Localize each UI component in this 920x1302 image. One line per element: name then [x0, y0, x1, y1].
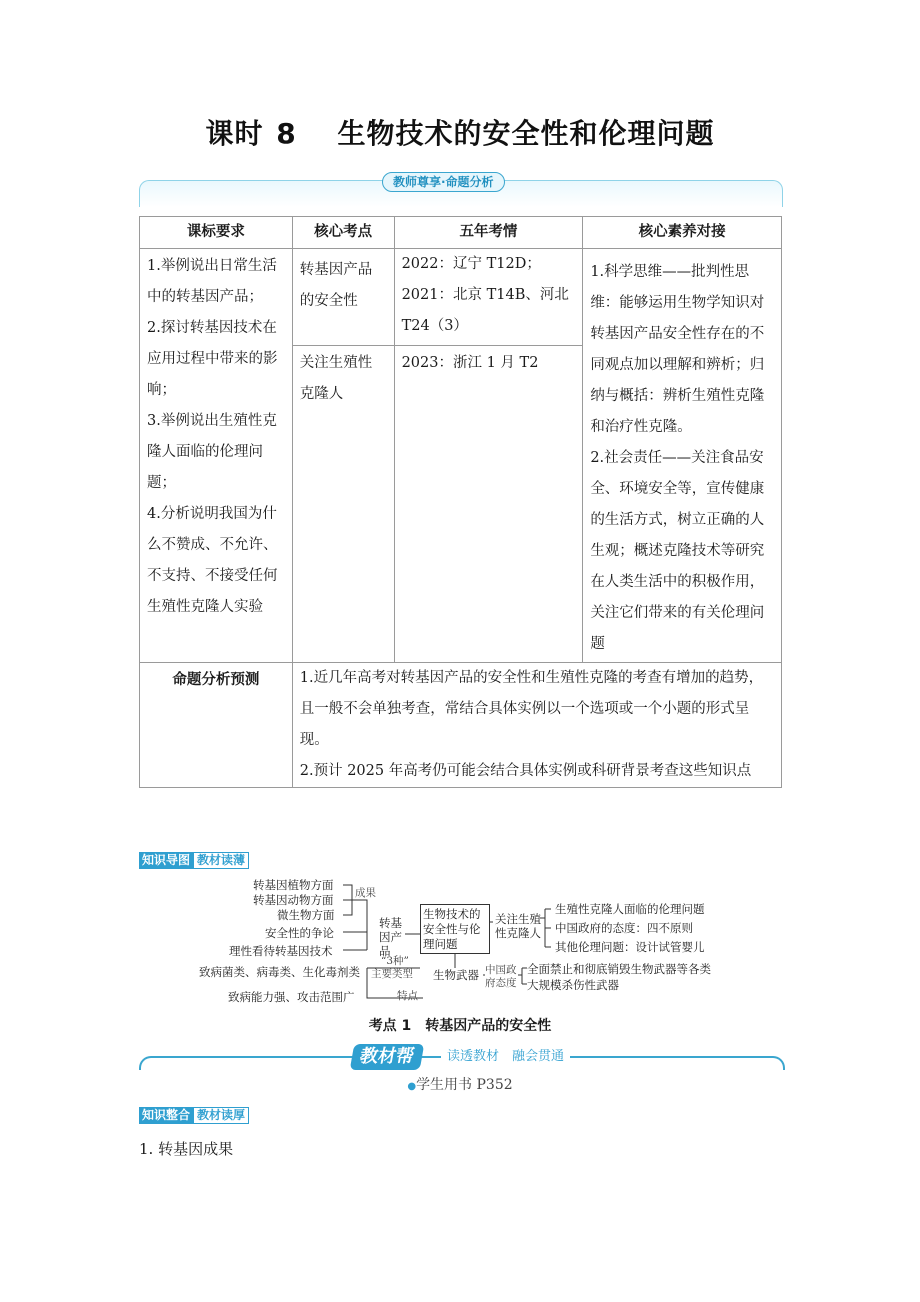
textbook-banner-label: 教材帮 [350, 1044, 425, 1070]
table-row [140, 249, 782, 346]
section-tag-knowledge-integration: 知识整合 教材读厚 [139, 1107, 249, 1124]
table-header: 核心素养对接 [583, 217, 782, 249]
literacy-cell: 1.科学思维——批判性思维：能够运用生物学知识对转基因产品安全性存在的不同观点加以理解和辨析；归纳与概括：辨析生殖性克隆和治疗性克隆。 2.社会责任——关注食品安全、环境安全等，宣传健康的生活方式，树立正确的人生观；概述克隆技术等研究在人类生活中的积极作用，关注它们带来的有关伦理问题 [583, 249, 782, 663]
section-tag-knowledge-map: 知识导图 教材读薄 [139, 852, 249, 869]
section-heading: 考点 1 转基因产品的安全性 [368, 1018, 552, 1034]
table-header: 五年考情 [394, 217, 583, 249]
table-header: 课标要求 [140, 217, 293, 249]
bullet-icon: ● [407, 1081, 417, 1092]
list-item: 1. 转基因成果 [139, 1140, 234, 1158]
table-header-row [140, 217, 782, 249]
forecast-cell: 1.近几年高考对转基因产品的安全性和生殖性克隆的考查有增加的趋势，且一般不会单独考查，常结合具体实例以一个选项或一个小题的形式呈现。 2.预计 2025 年高考仍可能会结合具体实例或科研背景考查这些知识点 [292, 663, 781, 788]
mind-map-center: 生物技术的安全性与伦理问题 [420, 904, 490, 954]
point-cell: 关注生殖性克隆人 [292, 346, 394, 663]
requirements-cell: 1.举例说出日常生活中的转基因产品； 2.探讨转基因技术在应用过程中带来的影响； 3.举例说出生殖性克隆人面临的伦理问题； 4.分析说明我国为什么不赞成、不允许、不支持、不接受任何生殖性克隆人实验 [140, 249, 293, 663]
analysis-banner-label: 教师尊享·命题分析 [382, 172, 505, 192]
exam-cell: 2023：浙江 1 月 T2 [394, 346, 583, 663]
exam-cell: 2022：辽宁 T12D； 2021：北京 T14B、河北 T24（3） [394, 249, 583, 346]
table-header: 核心考点 [292, 217, 394, 249]
textbook-banner-sub: 读透教材 融会贯通 [441, 1048, 570, 1066]
point-cell: 转基因产品的安全性 [292, 249, 394, 346]
student-book-ref: ●学生用书 P352 [407, 1077, 513, 1093]
analysis-table [139, 216, 782, 788]
table-row [140, 663, 782, 788]
page-title: 课时 8 生物技术的安全性和伦理问题 [205, 117, 715, 150]
mind-map: 转基因植物方面 转基因动物方面 微生物方面 成果 安全性的争论 理性看待转基因技术 转基因产品 生物技术的安全性与伦理问题 关注生殖性克隆人 生殖性克隆人面临的伦理问题 中国政府的态度：四不原则 其他伦理问题：设计试管婴儿 “3种” 主要类型 致病菌类、病毒类、生化毒剂类 特点 致病能力强、攻击范围广 生物武器 中国政府态度 全面禁止和彻底销毁生物武器等各类 大规模杀伤性武器 [195, 872, 735, 1006]
forecast-label: 命题分析预测 [140, 663, 293, 788]
